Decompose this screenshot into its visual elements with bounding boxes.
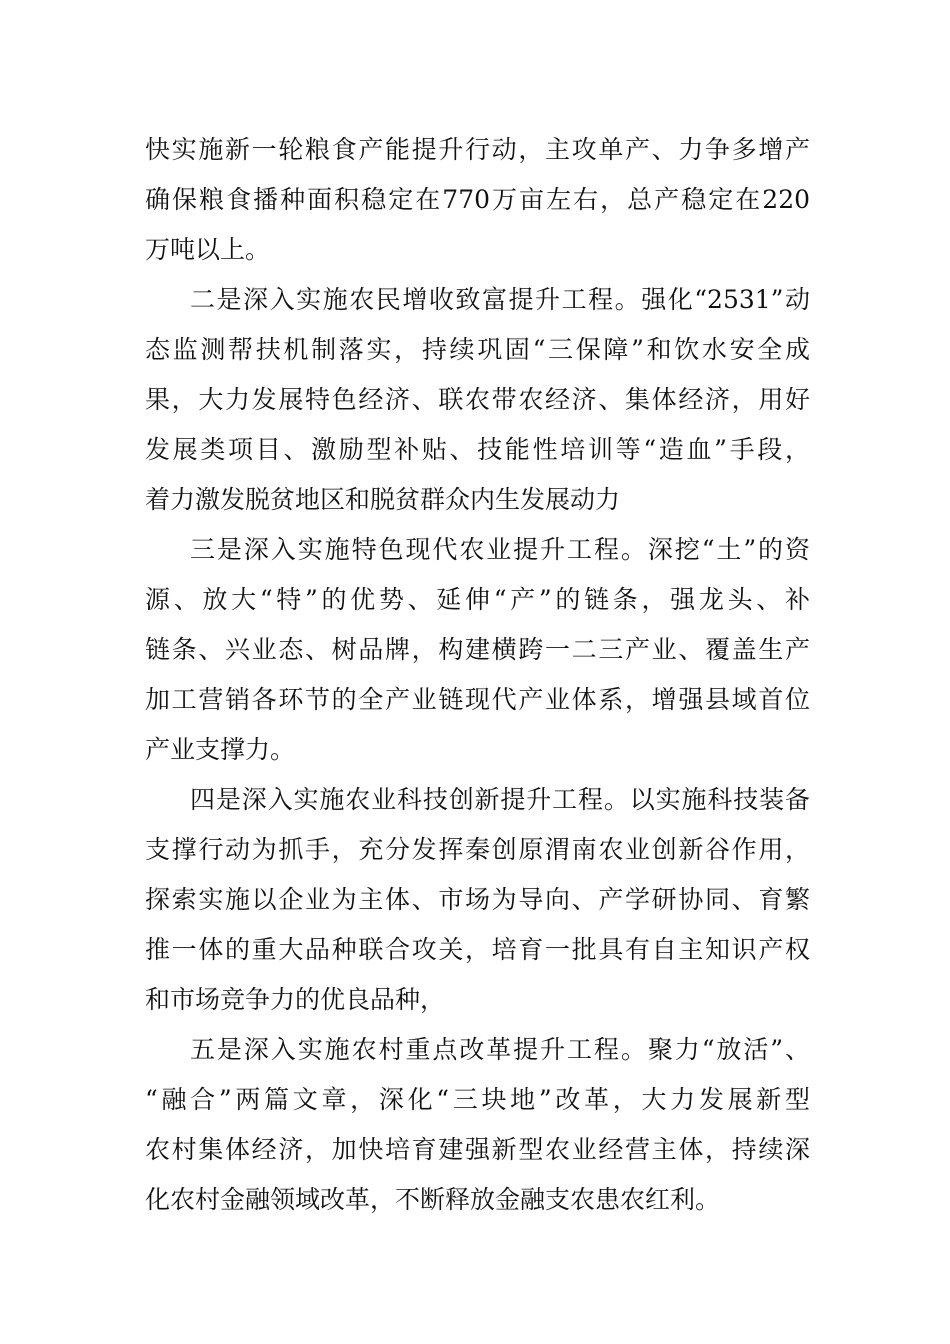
paragraph-line: 果，大力发展特色经济、联农带农经济、集体经济，用好 <box>145 385 810 414</box>
paragraph-line: 三是深入实施特色现代农业提升工程。深挖“土”的资 <box>190 535 810 564</box>
paragraph-line: 四是深入实施农业科技创新提升工程。以实施科技装备 <box>190 785 810 814</box>
paragraph-line: 二是深入实施农民增收致富提升工程。强化“2531”动 <box>190 285 810 314</box>
paragraph-line: “融合”两篇文章，深化“三块地”改革，大力发展新型 <box>145 1085 810 1114</box>
paragraph-line: 链条、兴业态、树品牌，构建横跨一二三产业、覆盖生产 <box>145 635 810 664</box>
paragraph-line: 源、放大“特”的优势、延伸“产”的链条，强龙头、补 <box>145 585 810 614</box>
paragraph-line: 五是深入实施农村重点改革提升工程。聚力“放活”、 <box>190 1035 810 1064</box>
paragraph-line: 推一体的重大品种联合攻关，培育一批具有自主知识产权 <box>145 935 810 964</box>
paragraph-line: 农村集体经济，加快培育建强新型农业经营主体，持续深 <box>145 1135 810 1164</box>
paragraph-line: 万吨以上。 <box>145 235 271 264</box>
paragraph-line: 和市场竞争力的优良品种， <box>145 985 446 1014</box>
paragraph-line: 支撑行动为抓手，充分发挥秦创原渭南农业创新谷作用， <box>145 835 810 864</box>
paragraph-line: 态监测帮扶机制落实，持续巩固“三保障”和饮水安全成 <box>145 335 810 364</box>
paragraph-line: 确保粮食播种面积稳定在770万亩左右，总产稳定在220 <box>145 185 810 214</box>
paragraph-line: 着力激发脱贫地区和脱贫群众内生发展动力 <box>145 485 621 514</box>
paragraph-line: 化农村金融领域改革，不断释放金融支农患农红利。 <box>145 1185 721 1214</box>
paragraph-line: 加工营销各环节的全产业链现代产业体系，增强县域首位 <box>145 685 810 714</box>
paragraph-line: 产业支撑力。 <box>145 735 296 764</box>
paragraph-line: 发展类项目、激励型补贴、技能性培训等“造血”手段， <box>145 435 810 464</box>
paragraph-line: 探索实施以企业为主体、市场为导向、产学研协同、育繁 <box>145 885 810 914</box>
paragraph-line: 快实施新一轮粮食产能提升行动，主攻单产、力争多增产 <box>145 135 810 164</box>
